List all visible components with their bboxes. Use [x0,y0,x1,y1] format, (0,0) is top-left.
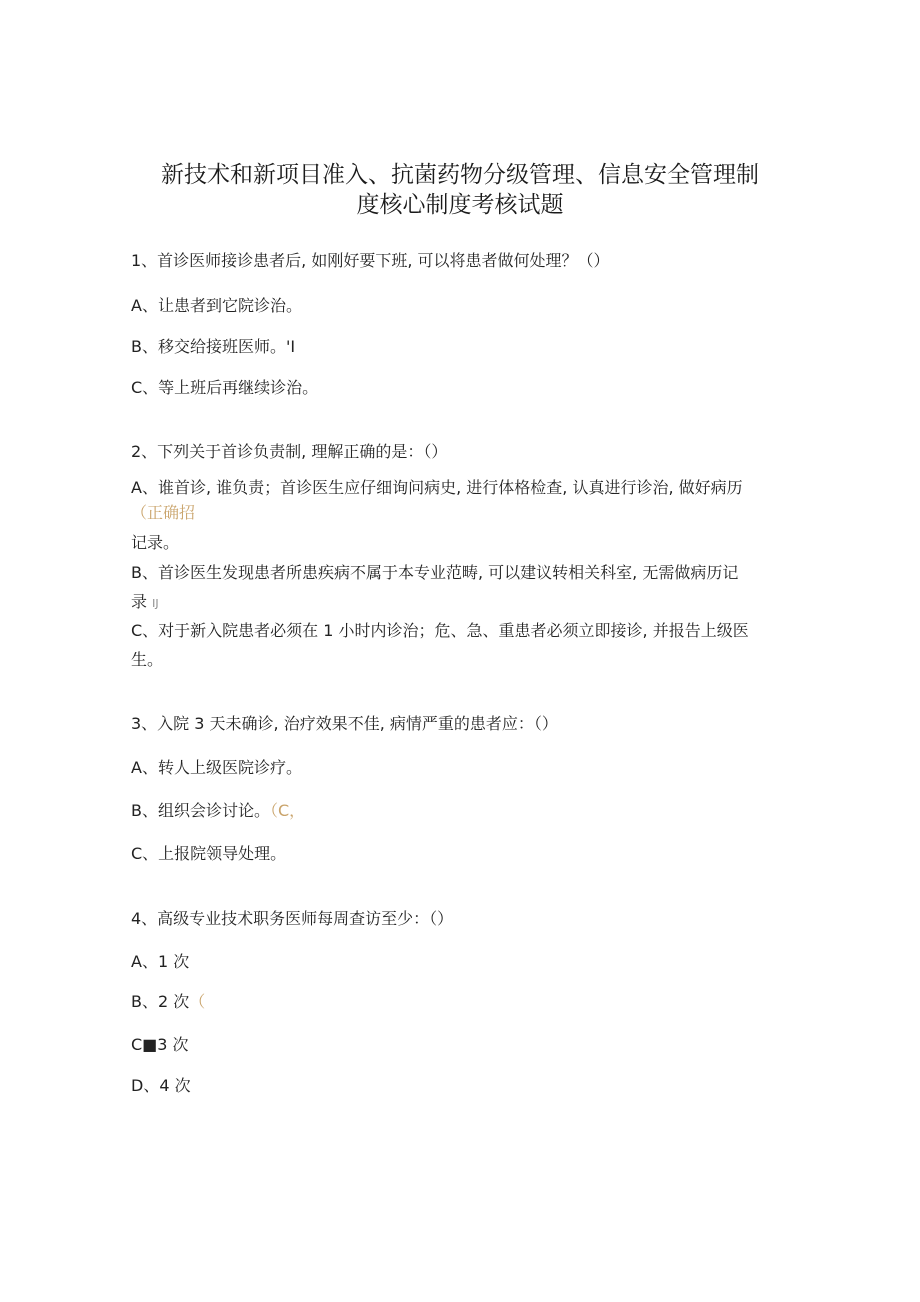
question-2-stem: 2、下列关于首诊负责制, 理解正确的是：（） [131,442,448,461]
question-2-option-c-line-2: 生。 [131,650,164,669]
question-1-stem: 1、首诊医师接诊患者后, 如刚好要下班, 可以将患者做何处理？（） [131,251,610,270]
question-1-option-a: A、让患者到它院诊治。 [131,296,302,315]
question-4-option-b-text: B、2 次 [131,992,190,1011]
question-3-stem: 3、入院 3 天未确诊, 治疗效果不佳, 病情严重的患者应：（） [131,714,558,733]
question-3-answer-note: （C， [269,801,306,820]
question-3-option-b-text: B、组织会诊讨论。 [131,801,270,820]
question-1-option-b-mark: 'I [285,337,296,356]
page-title-line-2: 度核心制度考核试题 [356,192,564,218]
question-2-option-b-line-1: B、首诊医生发现患者所患疾病不属于本专业范畴, 可以建议转相关科室, 无需做病历记 [131,563,739,582]
question-3-option-c: C、上报院领导处理。 [131,844,287,863]
question-1-option-b [131,336,295,358]
question-2-option-b-line-2 [131,591,159,615]
question-4-option-b [131,991,205,1013]
question-4-answer-note: （ [189,992,206,1011]
question-2-option-b-mark: IJ [152,597,159,610]
question-4-option-a: A、1 次 [131,952,190,971]
question-2-option-b-line-2-text: 录 [131,592,148,611]
question-2-answer-note: （正确招 [131,503,196,522]
question-3-option-b [131,800,305,822]
question-4-option-d: D、4 次 [131,1076,191,1095]
question-2-option-c-line-1: C、对于新入院患者必须在 1 小时内诊治；危、急、重患者必须立即接诊, 并报告上级医 [131,621,749,640]
question-4-option-c: C■3 次 [131,1035,189,1054]
question-4-stem: 4、高级专业技术职务医师每周查访至少：（） [131,909,454,928]
question-2-option-a-line-1: A、谁首诊, 谁负责；首诊医生应仔细询问病史, 进行体格检查, 认真进行诊治, 做好病历 [131,478,743,497]
question-3-option-a: A、转人上级医院诊疗。 [131,758,302,777]
question-1-option-b-text: B、移交给接班医师。 [131,337,286,356]
question-1-option-c: C、等上班后再继续诊治。 [131,378,319,397]
question-2-option-a-line-2: 记录。 [131,533,180,552]
page-title-line-1: 新技术和新项目准入、抗菌药物分级管理、信息安全管理制 [161,162,759,188]
